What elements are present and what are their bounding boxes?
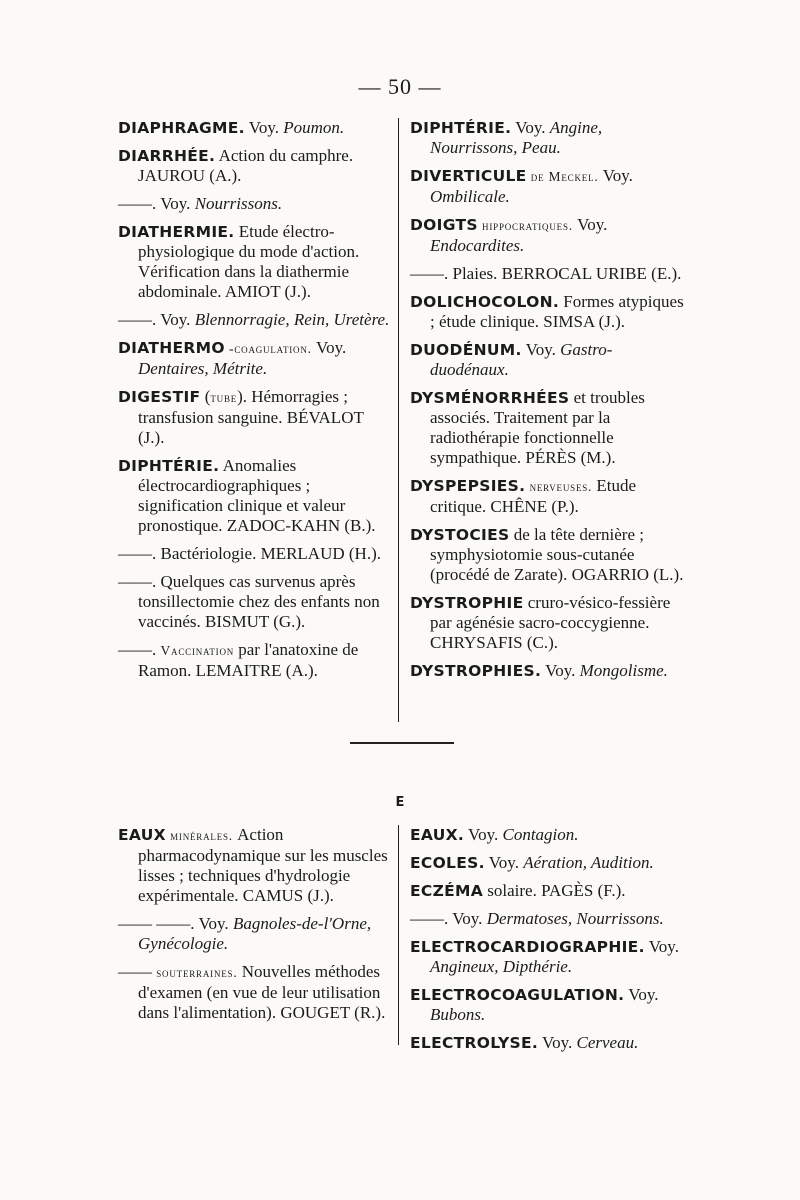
index-entry	[410, 388, 685, 468]
entry-text: hippocratiques.	[482, 218, 578, 233]
index-entry	[118, 118, 390, 138]
index-entry	[118, 962, 390, 1023]
entry-text: Ombilicale.	[430, 187, 510, 206]
index-entry	[118, 146, 390, 186]
right-column-top	[410, 118, 685, 689]
entry-heading: DYSTOCIES	[410, 526, 510, 544]
entry-heading: DIVERTICULE	[410, 167, 527, 185]
entry-text: Voy.	[160, 194, 195, 213]
entry-heading: DYSPEPSIES.	[410, 477, 526, 495]
column-divider-bottom	[398, 825, 399, 1045]
index-entry	[410, 881, 685, 901]
entry-dash: ——.	[118, 572, 157, 591]
entry-text: Voy.	[316, 338, 347, 357]
index-entry	[118, 222, 390, 302]
entry-text: Gastro-duodénaux.	[430, 340, 613, 379]
entry-text: Voy.	[542, 1033, 577, 1052]
entry-text: Voy.	[525, 340, 561, 359]
entry-text: minérales.	[170, 828, 238, 843]
entry-heading: DIATHERMIE.	[118, 223, 235, 241]
page-number: — 50 —	[358, 74, 442, 99]
entry-text: Voy.	[468, 825, 503, 844]
entry-text: ). Hémorragies ; transfusion sanguine. BÉVALOT (J.).	[138, 387, 364, 447]
index-entry	[410, 661, 685, 681]
entry-text: Voy.	[602, 166, 633, 185]
index-entry	[118, 310, 390, 330]
entry-heading: ELECTROCARDIOGRAPHIE.	[410, 938, 645, 956]
entry-text: Voy.	[452, 909, 487, 928]
section-separator	[350, 742, 454, 744]
entry-heading: DUODÉNUM.	[410, 341, 522, 359]
entry-text: solaire. PAGÈS (F.).	[487, 881, 626, 900]
left-column-top	[118, 118, 390, 689]
entry-text: Quelques cas survenus après tonsillectomie chez des enfants non vaccinés. BISMUT (G.).	[138, 572, 380, 631]
entry-dash: ——.	[118, 194, 157, 213]
left-column-bottom	[118, 825, 390, 1031]
entry-heading: DIATHERMO	[118, 339, 225, 357]
entry-heading: ELECTROCOAGULATION.	[410, 986, 625, 1004]
index-entry	[410, 825, 685, 845]
entry-text: Cerveau.	[576, 1033, 639, 1052]
entry-heading: DYSTROPHIES.	[410, 662, 542, 680]
index-entry	[410, 118, 685, 158]
entry-text: Blennorragie, Rein, Uretère.	[194, 310, 390, 329]
entry-text: souterraines.	[156, 965, 242, 980]
entry-text: cruro-vésico-fessière par agénésie sacro-coccygienne. CHRYSAFIS (C.).	[430, 593, 671, 652]
entry-text: nerveuses.	[529, 479, 597, 494]
entry-text: Angine, Nourrissons, Peau.	[430, 118, 603, 157]
entry-dash: ——.	[118, 544, 157, 563]
entry-text: Bagnoles-de-l'Orne, Gynécologie.	[138, 914, 372, 953]
entry-text: Bactériologie. MERLAUD (H.).	[160, 544, 381, 563]
entry-text: Nourrissons.	[194, 194, 283, 213]
entry-heading: DIPHTÉRIE.	[118, 457, 220, 475]
index-entry	[410, 264, 685, 284]
index-entry	[410, 985, 685, 1025]
entry-text: Dermatoses, Nourrissons.	[486, 909, 664, 928]
entry-text: Voy.	[488, 853, 524, 872]
entry-text: Voy.	[628, 985, 659, 1004]
entry-text: Voy.	[198, 914, 233, 933]
index-entry	[118, 914, 390, 954]
entry-text: -coagulation.	[229, 341, 316, 356]
index-entry	[410, 937, 685, 977]
entry-text: par l'anatoxine de Ramon. LEMAITRE (A.).	[138, 640, 359, 680]
index-entry	[410, 215, 685, 256]
entry-heading: DOLICHOCOLON.	[410, 293, 560, 311]
index-entry	[118, 387, 390, 448]
entry-text: Contagion.	[502, 825, 579, 844]
entry-heading: ECZÉMA	[410, 882, 484, 900]
entry-text: Aération, Audition.	[523, 853, 654, 872]
entry-text: Nouvelles méthodes d'examen (en vue de leur utilisation dans l'alimentation). GOUGET (R.).	[138, 962, 386, 1022]
entry-dash: ——.	[410, 264, 449, 283]
entry-text: Angineux, Dipthérie.	[430, 957, 573, 976]
index-entry	[118, 194, 390, 214]
section-letter: E	[395, 795, 405, 810]
entry-text: Voy.	[648, 937, 679, 956]
entry-dash: ——.	[410, 909, 449, 928]
entry-heading: DIPHTÉRIE.	[410, 119, 512, 137]
entry-text: de la tête dernière ; symphysiotomie sous-cutanée (procédé de Zarate). OGARRIO (L.).	[430, 525, 684, 584]
entry-heading: ELECTROLYSE.	[410, 1034, 539, 1052]
entry-text: Etude critique. CHÊNE (P.).	[430, 476, 637, 516]
entry-text: Poumon.	[283, 118, 345, 137]
entry-dash: —— ——.	[118, 914, 195, 933]
index-entry	[410, 853, 685, 873]
entry-text: Anomalies électrocardiographiques ; signification clinique et valeur pronostique. ZADOC-KAHN (B.).	[138, 456, 376, 535]
entry-text: Voy.	[577, 215, 608, 234]
column-divider-top	[398, 118, 399, 722]
entry-heading: DOIGTS	[410, 216, 478, 234]
entry-text: Dentaires, Métrite.	[138, 359, 268, 378]
entry-text: Voy.	[248, 118, 284, 137]
entry-heading: DYSTROPHIE	[410, 594, 524, 612]
index-entry	[410, 476, 685, 517]
entry-heading: DIAPHRAGME.	[118, 119, 245, 137]
index-entry	[410, 593, 685, 653]
entry-text: Action du camphre. JAUROU (A.).	[138, 146, 354, 185]
index-entry	[118, 640, 390, 681]
entry-heading: DIGESTIF	[118, 388, 201, 406]
index-entry	[410, 909, 685, 929]
entry-text: et troubles associés. Traitement par la radiothérapie fonctionnelle sympathique. PÉRÈS (M.).	[430, 388, 645, 467]
entry-heading: EAUX.	[410, 826, 465, 844]
entry-text: Bubons.	[430, 1005, 486, 1024]
index-entry	[118, 825, 390, 906]
entry-text: Endocardites.	[430, 236, 525, 255]
right-column-bottom	[410, 825, 685, 1061]
entry-text: (	[204, 387, 211, 406]
entry-text: Action pharmacodynamique sur les muscles lisses ; techniques d'hydrologie expérimentale. CAMUS (J.).	[138, 825, 388, 905]
entry-text: de Meckel.	[530, 169, 603, 184]
index-entry	[118, 456, 390, 536]
entry-text: Voy.	[545, 661, 580, 680]
entry-heading: DYSMÉNORRHÉES	[410, 389, 570, 407]
entry-text: Voy.	[160, 310, 195, 329]
entry-text: Voy.	[515, 118, 550, 137]
entry-text: Formes atypiques ; étude clinique. SIMSA (J.).	[430, 292, 684, 331]
index-entry	[410, 166, 685, 207]
index-entry	[410, 525, 685, 585]
entry-heading: EAUX	[118, 826, 166, 844]
entry-dash: ——.	[118, 640, 157, 659]
index-entry	[118, 338, 390, 379]
entry-text: Plaies. BERROCAL URIBE (E.).	[452, 264, 682, 283]
index-entry	[410, 292, 685, 332]
entry-dash: ——	[118, 962, 152, 981]
entry-text: Etude électro-physiologique du mode d'action. Vérification dans la diathermie abdominale. AMIOT (J.).	[138, 222, 360, 301]
index-entry	[118, 572, 390, 632]
entry-dash: ——.	[118, 310, 157, 329]
index-entry	[118, 544, 390, 564]
index-entry	[410, 1033, 685, 1053]
entry-heading: DIARRHÉE.	[118, 147, 216, 165]
entry-heading: ECOLES.	[410, 854, 485, 872]
entry-text: tube	[210, 390, 238, 405]
entry-text: Mongolisme.	[579, 661, 668, 680]
entry-text: Vaccination	[160, 643, 239, 658]
index-entry	[410, 340, 685, 380]
